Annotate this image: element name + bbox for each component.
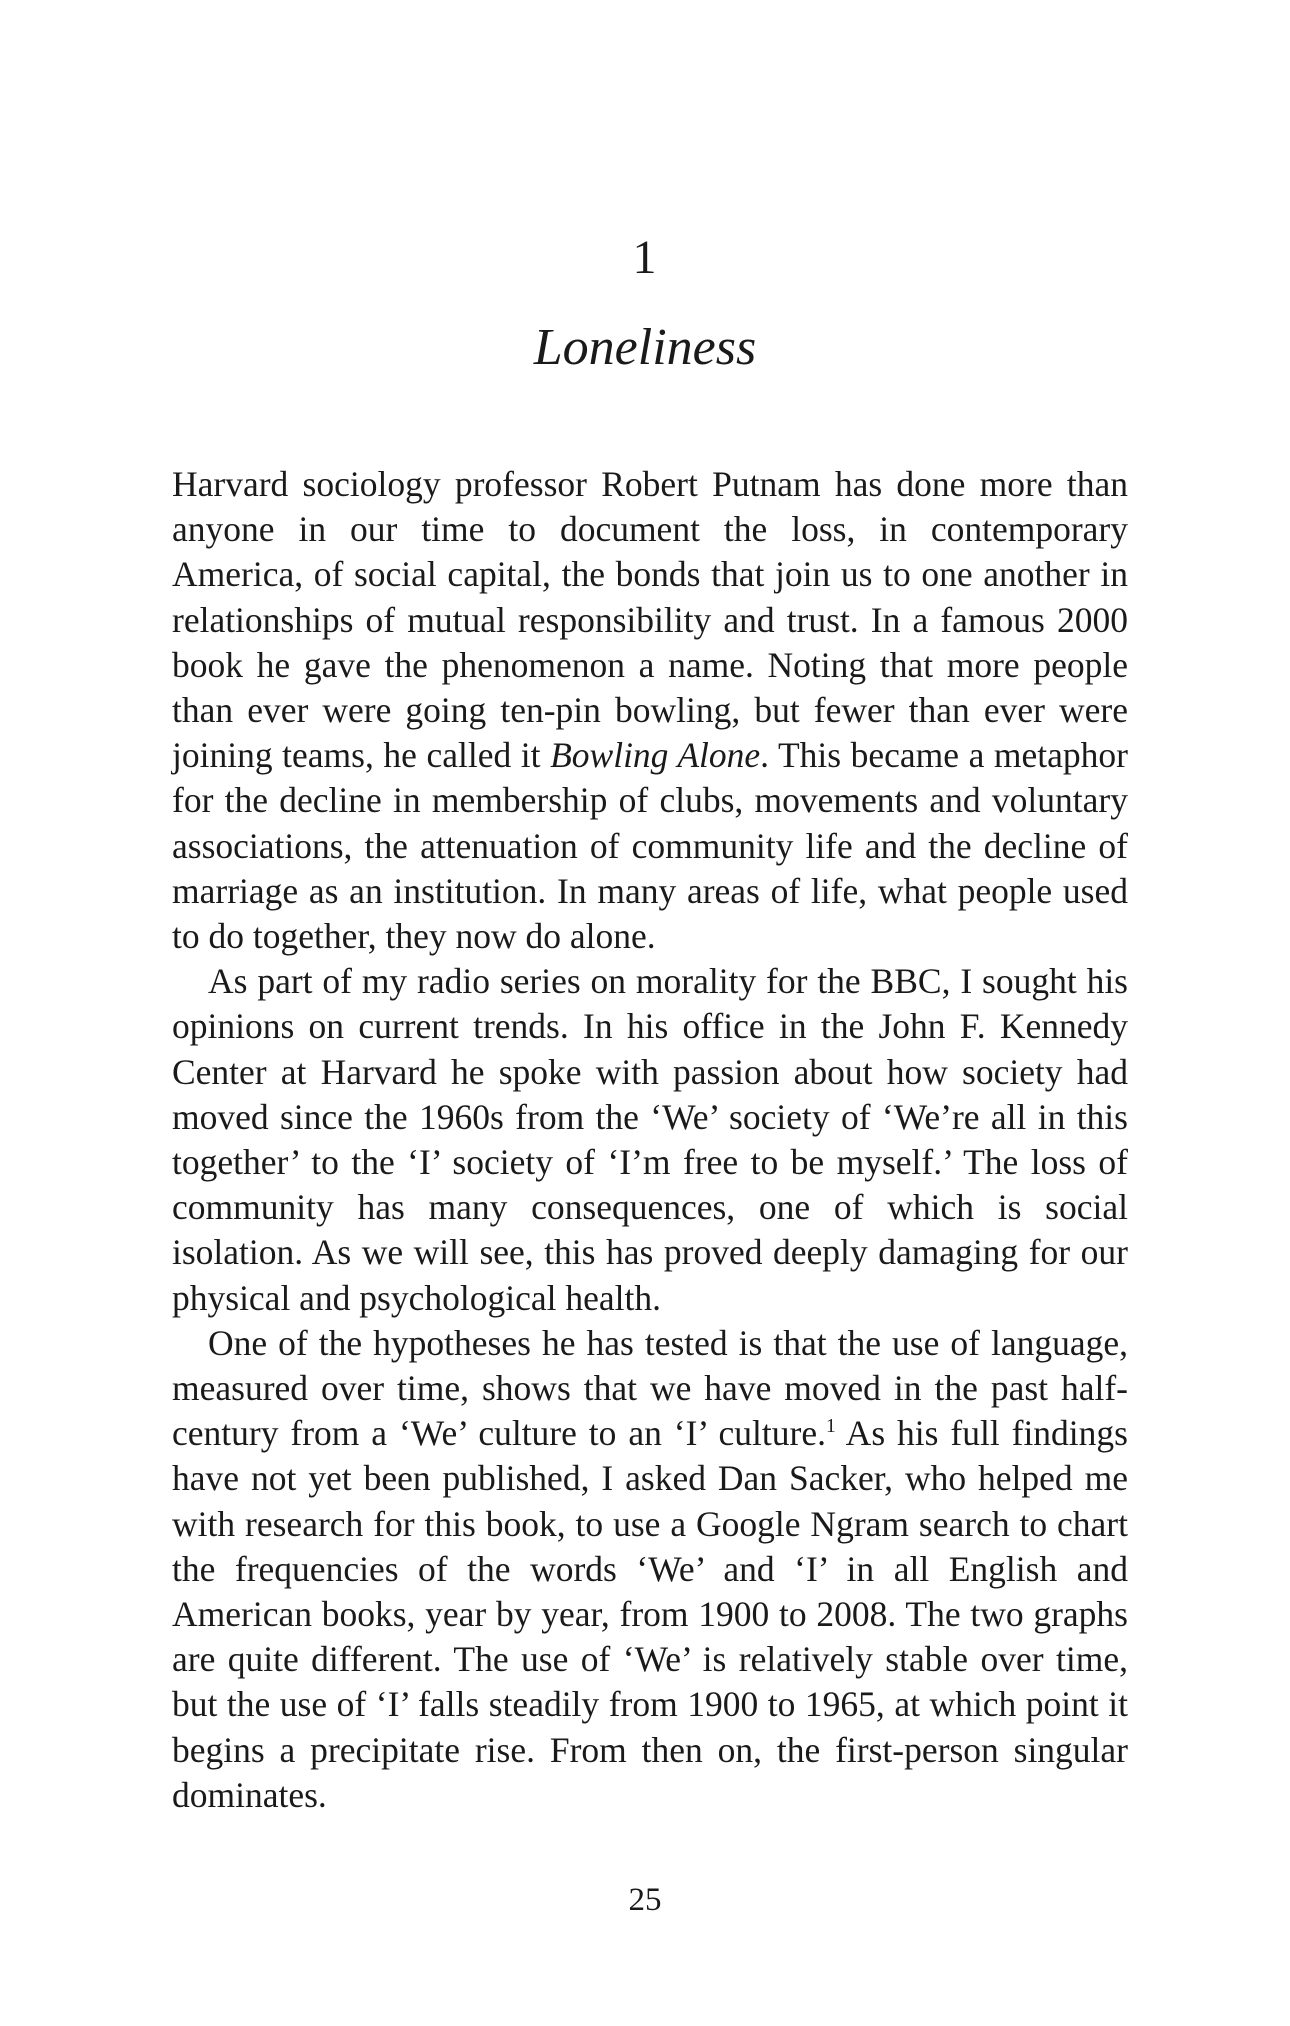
paragraph-3-text-b: As his full findings have not yet been published, I asked Dan Sacker, who helped me with research for this book, to use a Google Ngram search to chart the frequencies of the words ‘We’ and ‘I’ in all English and American books, year by year, from 1900 to 2008. The two graphs are quite different. The use of ‘We’ is relatively stable over time, but the use of ‘I’ falls steadily from 1900 to 1965, at which point it begins a precipitate rise. From then on, the first-person singular dominates.	[172, 1413, 1128, 1815]
body-text	[172, 462, 1128, 1818]
paragraph-1	[172, 462, 1128, 959]
paragraph-3	[172, 1321, 1128, 1818]
chapter-number: 1	[632, 231, 658, 284]
paragraph-3-text-a: One of the hypotheses he has tested is that the use of language, measured over time, shows that we have moved in the past half-century from a ‘We’ culture to an ‘I’ culture.	[172, 1322, 1128, 1454]
paragraph-2: As part of my radio series on morality for the BBC, I sought his opinions on current trends. In his office in the John F. Kennedy Center at Harvard he spoke with passion about how society had moved since the 1960s from the ‘We’ society of ‘We’re all in this together’ to the ‘I’ society of ‘I’m free to be myself.’ The loss of community has many consequences, one of which is social isolation. As we will see, this has proved deeply damaging for our physical and psychological health.	[172, 961, 1128, 1318]
page-number: 25	[628, 1882, 662, 1918]
book-title-italic: Bowling Alone	[550, 735, 761, 776]
footnote-marker: 1	[825, 1416, 836, 1438]
chapter-title: Loneliness	[533, 319, 757, 376]
paragraph-1-text-b: . This became a metaphor for the decline in membership of clubs, movements and voluntary associations, the attenuation of community life and the decline of marriage as an institution. In many areas of life, what people used to do together, they now do alone.	[172, 735, 1128, 957]
paragraph-1-text-a: Harvard sociology professor Robert Putnam has done more than anyone in our time to document the loss, in contemporary America, of social capital, the bonds that join us to one another in relationships of mutual responsibility and trust. In a famous 2000 book he gave the phenomenon a name. Noting that more people than ever were going ten-pin bowling, but fewer than ever were joining teams, he called it	[172, 464, 1128, 776]
